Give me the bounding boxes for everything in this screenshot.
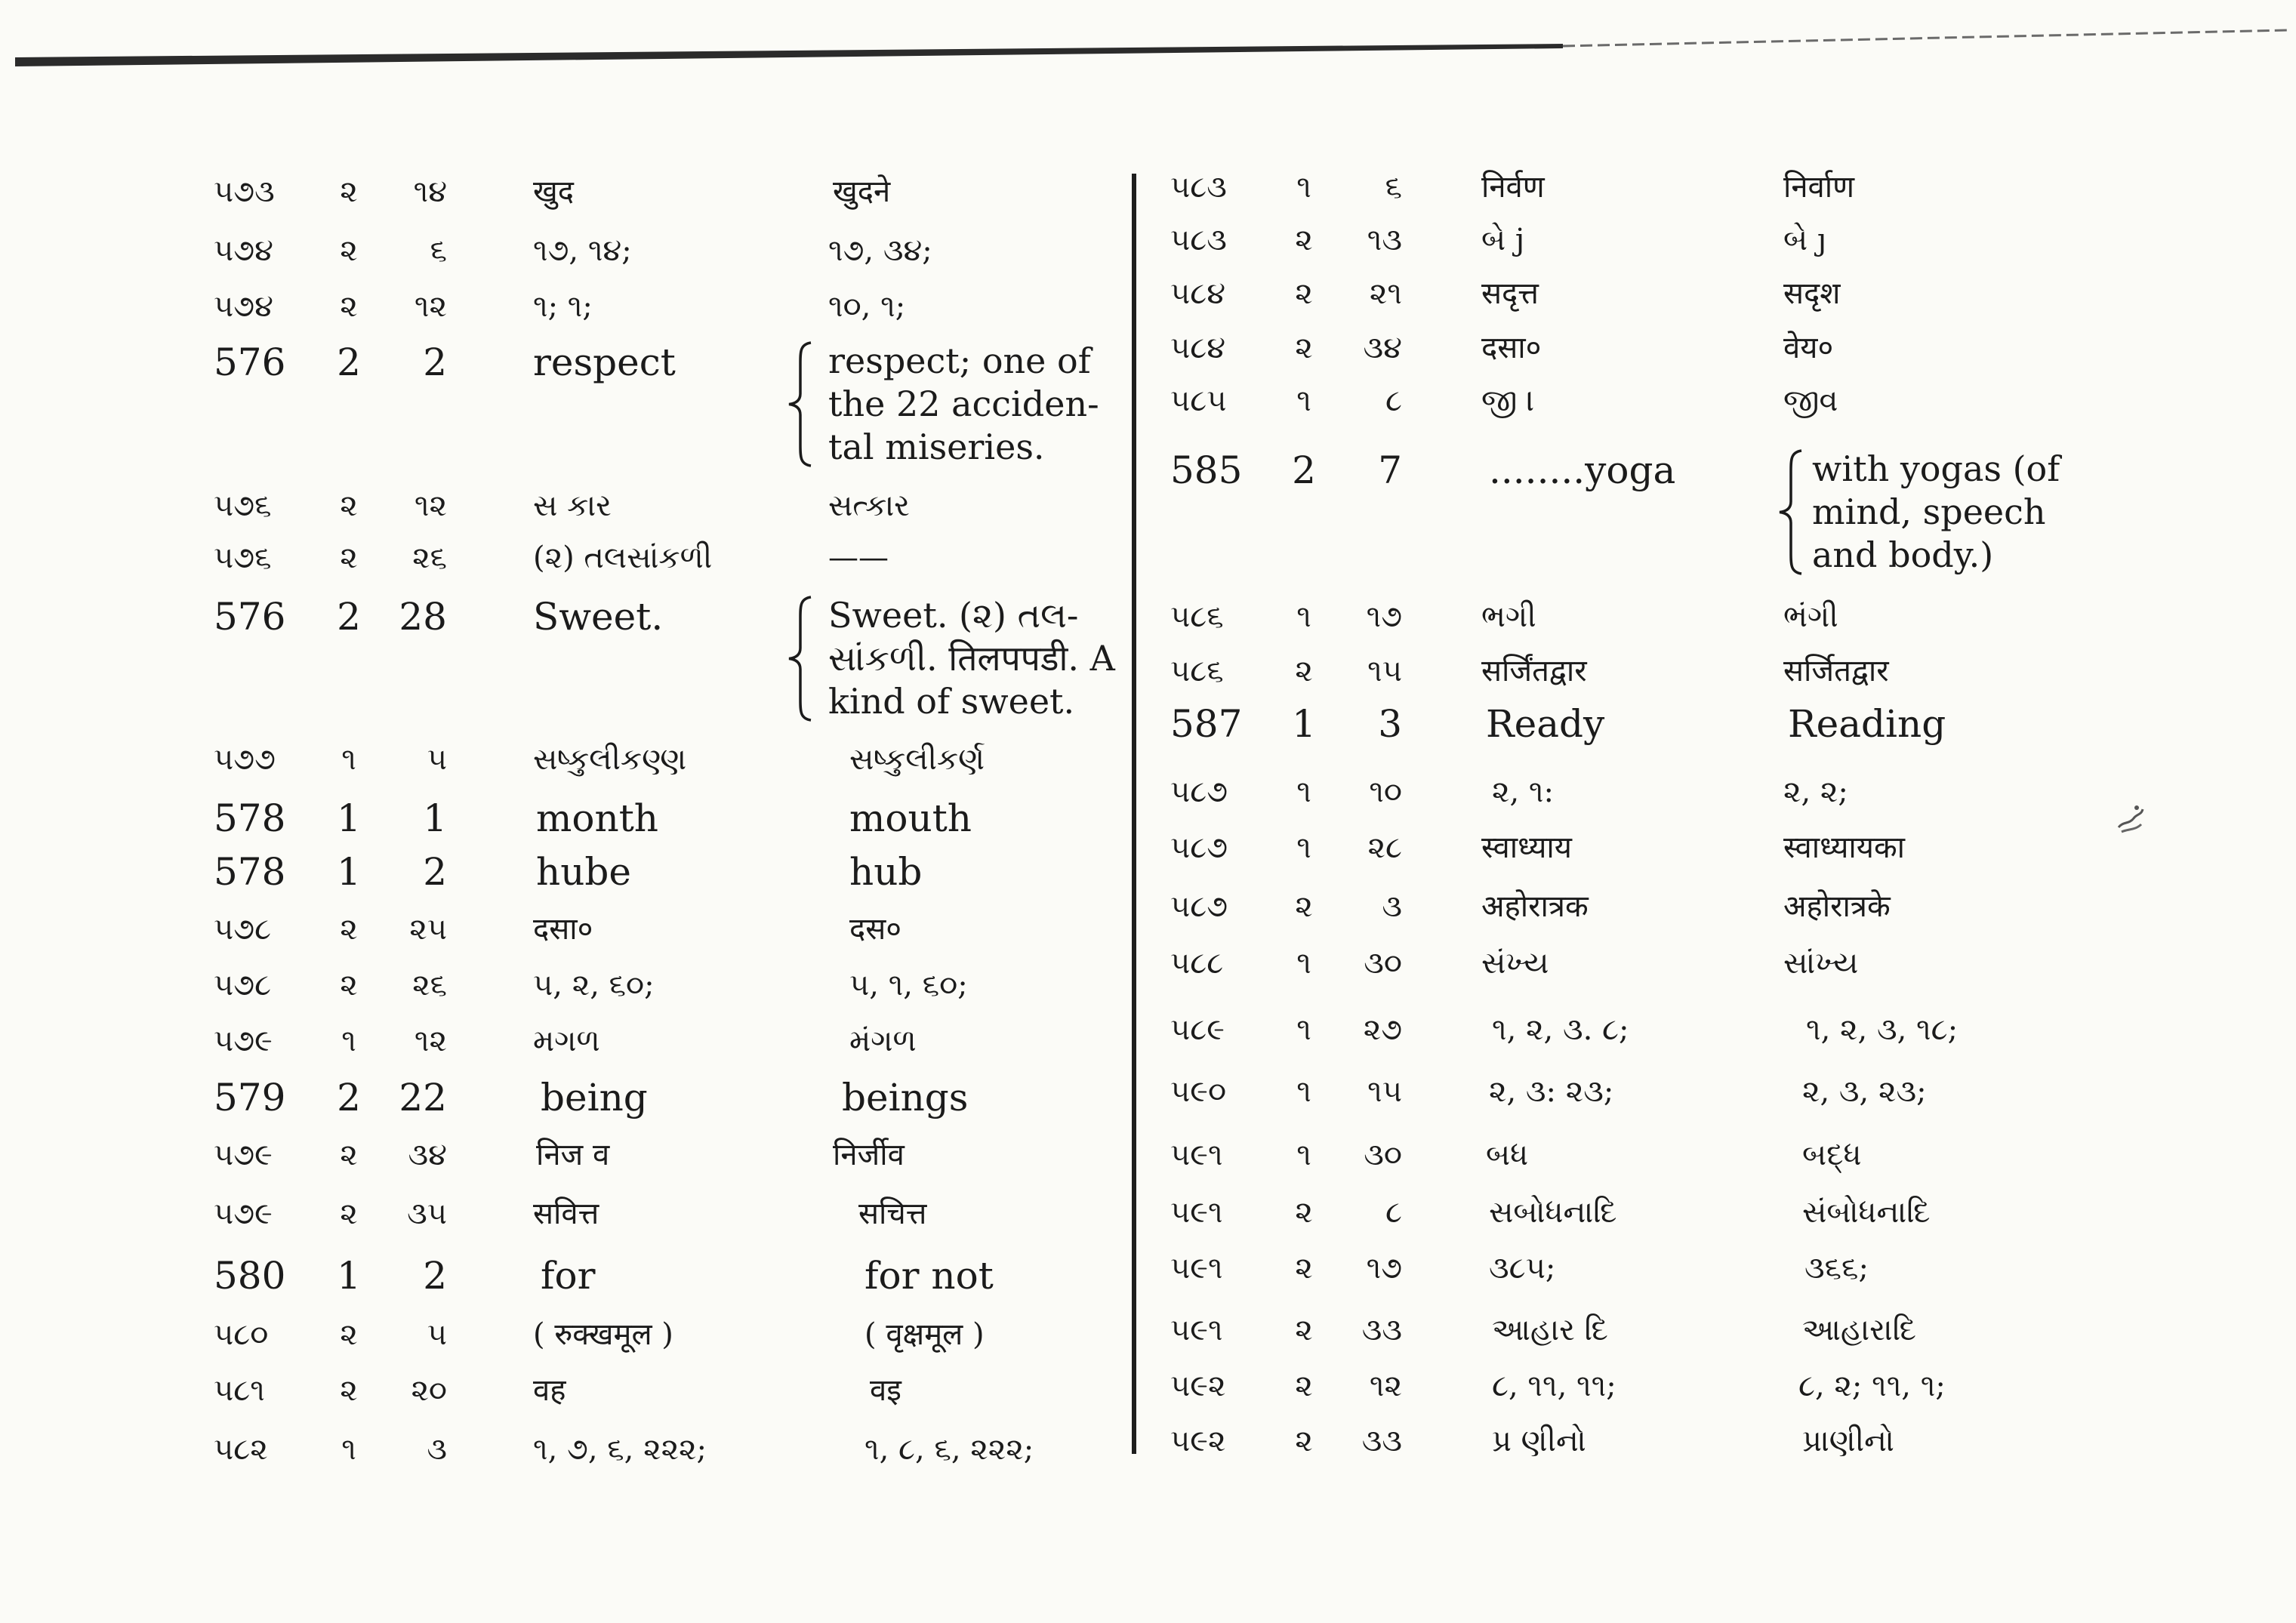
column-number: ૨ [1295,223,1313,257]
column-number: ૧ [1296,1012,1311,1047]
correct-text: ૧૦, ૧; [828,289,906,324]
correct-text: ૧, ૨, ૩, ૧૮; [1806,1012,1959,1047]
incorrect-text: सवित्त [533,1196,599,1231]
page-number: ૫૮૩ [1170,223,1227,257]
column-number: 1 [337,796,361,840]
line-number: ૫ [427,742,447,777]
page-number: ૫૮૨ [214,1432,268,1467]
line-number: ૩૫ [407,1196,447,1231]
column-number: ૧ [1296,946,1311,981]
column-number: 2 [337,340,361,384]
column-number: ૧ [1296,383,1311,418]
column-number: ૨ [340,912,358,947]
column-number: ૧ [1296,170,1311,205]
line-number: ૧૩ [1367,223,1402,257]
column-number: ૨ [340,1138,358,1172]
page-number: ૫૭૬ [214,540,272,575]
page-number: 580 [214,1254,286,1298]
page-number: 578 [214,796,286,840]
correct-text: निर्वाण [1783,170,1855,205]
page-number: ૫૭૮ [214,912,272,947]
line-number: ૩૩ [1361,1313,1402,1347]
errata-row [0,340,1132,467]
line-number: ૮ [1385,1195,1402,1230]
incorrect-text: खुद [533,174,574,209]
errata-row [1136,701,2296,747]
line-number: ૧૫ [1367,654,1402,688]
line-number: 22 [399,1076,447,1119]
correct-text: सदृश [1783,276,1841,311]
incorrect-text: for [541,1254,596,1298]
column-number: ૨ [340,1373,358,1408]
page-number: 587 [1170,702,1243,746]
line-number: ૨૦ [411,1373,447,1408]
incorrect-text: दसा० [1481,331,1542,365]
correct-text: खुदने [833,174,891,209]
column-number: ૨ [340,488,358,523]
errata-row [0,228,1132,273]
page-number: ૫૭૭ [214,742,276,777]
line-number: ૮ [1385,383,1402,418]
incorrect-text: આહાર દિ [1492,1313,1608,1347]
column-number: ૨ [1295,331,1313,365]
errata-row [1136,769,2296,815]
page-number: 585 [1170,448,1243,492]
errata-row [0,1132,1132,1178]
correct-text: ૨, ૨; [1783,775,1848,809]
column-number: ૧ [1296,830,1311,865]
line-number: ૧૨ [414,1024,447,1058]
page-number: ૫૯૧ [1170,1195,1223,1230]
column-number: ૧ [1296,599,1311,634]
page-number: ૫૭૯ [214,1196,273,1231]
line-number: ૧૭ [1366,599,1402,634]
page-number: ૫૭૪ [214,289,273,324]
incorrect-text: સ કાર [533,488,612,523]
errata-row [1136,378,2296,423]
incorrect-text: ભગી [1481,599,1536,634]
errata-column-right [1136,0,2296,1623]
errata-row [1136,1246,2296,1291]
incorrect-text: ૨, ૧: [1492,775,1554,809]
errata-row [1136,941,2296,986]
line-number: ૩૩ [1361,1424,1402,1458]
incorrect-text: ૨, ૩: ૨૩; [1489,1074,1614,1109]
line-number: 2 [423,340,447,384]
line-number: ૧૦ [1369,775,1402,809]
correct-text: ૧૭, ૩૪; [828,233,932,268]
incorrect-text: સષ્કુલીકણ્ણ [533,742,687,777]
incorrect-text: ૧, ૨, ૩. ૮; [1492,1012,1629,1047]
errata-row [1136,1007,2296,1052]
errata-row [1136,217,2296,263]
correct-text: वइ [870,1373,901,1408]
errata-row [0,962,1132,1008]
errata-row [1136,884,2296,929]
column-number: ૨ [1295,1369,1313,1403]
errata-row [1136,648,2296,694]
correct-text: for not [864,1254,994,1298]
incorrect-text: सर्जिंतद्वार [1481,654,1587,688]
page-number: ૫૭૪ [214,233,273,268]
incorrect-text: being [541,1076,648,1119]
page-number: ૫૮૭ [1170,830,1228,865]
correct-text: mouth [849,796,972,840]
page-number: ૫૯૦ [1170,1074,1227,1109]
correct-text: પ્રાણીનો [1802,1424,1894,1458]
incorrect-text: ( रुक्खमूल ) [533,1317,673,1352]
column-number: ૨ [340,289,358,324]
errata-row [0,737,1132,782]
incorrect-text: ૧, ૭, ૬, ૨૨૨; [533,1432,707,1467]
line-number: ૩ [427,1432,447,1467]
errata-row [1136,271,2296,316]
correct-text-lines [1812,448,2060,577]
incorrect-text: Ready [1486,702,1605,746]
correct-text: निर्जीव [833,1138,905,1172]
brace-icon [785,341,815,467]
column-number: ૧ [1296,775,1311,809]
correct-text: સષ્કુલીકર્ણ [849,742,985,777]
page-number: ૫૮૮ [1170,946,1224,981]
correct-text: ભંગી [1783,599,1838,634]
column-number: ૨ [1295,276,1313,311]
incorrect-text: ૮, ૧૧, ૧૧; [1492,1369,1616,1403]
line-number: ૨૬ [412,968,447,1002]
brace-icon [785,596,815,722]
correct-text: સત્કાર [828,488,910,523]
errata-row [1136,1190,2296,1235]
correct-text: જીવ [1783,383,1838,418]
errata-row [1136,594,2296,639]
line-number: ૫ [427,1317,447,1352]
line-number: ૩૪ [408,1138,447,1172]
correct-text: ૧, ૮, ૬, ૨૨૨; [864,1432,1034,1467]
line-number: ૩ [1382,889,1402,924]
page-number: ૫૮૯ [1170,1012,1225,1047]
line-number: ૧૭ [1366,1251,1402,1286]
errata-row [1136,165,2296,210]
correct-text: —— [828,540,889,575]
errata-row [0,1253,1132,1298]
correct-text: આહારાદિ [1802,1313,1916,1347]
page-number: 579 [214,1076,286,1119]
column-number: 1 [337,1254,361,1298]
correct-text: ( वृक्षमूल ) [864,1317,985,1352]
correct-text-line: tal miseries. [828,427,1045,467]
errata-row [0,483,1132,528]
column-number: ૧ [341,1432,356,1467]
line-number: ૧૨ [414,488,447,523]
line-number: ૨૧ [1369,276,1402,311]
errata-row [0,849,1132,895]
column-number: 2 [337,595,361,639]
line-number: 28 [399,595,447,639]
correct-text: दस० [849,912,902,947]
errata-row [1136,325,2296,371]
column-number: ૨ [1295,889,1313,924]
correct-text: अहोरात्रके [1783,889,1891,924]
correct-text: वेय० [1783,331,1834,365]
correct-text: ૫, ૧, ૬૦; [849,968,968,1002]
column-number: ૨ [340,174,358,209]
line-number: ૬ [430,233,447,268]
errata-row [0,1075,1132,1120]
incorrect-text: જી । [1481,383,1535,418]
errata-row [0,1427,1132,1472]
incorrect-text: સબોધનાદિ [1489,1195,1617,1230]
correct-text: hub [849,850,923,894]
column-number: ૨ [1295,1251,1313,1286]
errata-row [1136,1307,2296,1353]
line-number: ૬ [1385,170,1402,205]
page-number: ૫૮૩ [1170,170,1227,205]
errata-row [0,169,1132,214]
page-number: 576 [214,340,286,384]
incorrect-text: अहोरात्रक [1481,889,1589,924]
incorrect-text: स्वाध्याय [1481,830,1572,865]
errata-row [1136,1069,2296,1114]
correct-text: स्वाध्यायका [1783,830,1906,865]
incorrect-text: सदृत्त [1481,276,1539,311]
incorrect-text: બે j [1481,223,1525,257]
page-number: ૫૭૬ [214,488,272,523]
incorrect-text: वह [533,1373,566,1408]
errata-row [0,284,1132,329]
page-number: ૫૭૮ [214,968,272,1002]
page-number: 578 [214,850,286,894]
line-number: 7 [1378,448,1402,492]
line-number: ૧૨ [414,289,447,324]
column-number: ૧ [1296,1074,1311,1109]
correct-text: beings [842,1076,969,1119]
correct-text: બે ȷ [1783,223,1827,257]
line-number: ૧૨ [1369,1369,1402,1403]
correct-text: ૨, ૩, ૨૩; [1802,1074,1927,1109]
line-number: 3 [1378,702,1402,746]
page-number: ૫૮૭ [1170,889,1228,924]
correct-text: મંગળ [849,1024,917,1058]
line-number: ૨૬ [412,540,447,575]
errata-row [0,907,1132,952]
column-number: ૧ [341,1024,356,1058]
errata-row [0,535,1132,581]
correct-text-line: respect; one of [828,340,1091,381]
errata-row [1136,1132,2296,1178]
column-number: ૨ [1295,1313,1313,1347]
correct-text: ૩૬૬; [1804,1251,1869,1286]
incorrect-text: ........yoga [1489,448,1676,492]
correct-text-line: Sweet. (૨) તલ- [828,595,1079,636]
correct-text-line: with yogas (of [1812,448,2060,489]
incorrect-text: ૧; ૧; [533,289,593,324]
correct-text: સંબોધનાદિ [1802,1195,1931,1230]
correct-text-line: and body.) [1812,534,1994,575]
line-number: ૩૦ [1364,1138,1402,1172]
incorrect-text: ૧૭, ૧૪; [533,233,632,268]
correct-text-line: the 22 acciden- [828,383,1099,424]
page-number: ૫૯૨ [1170,1424,1226,1458]
column-number: 1 [1292,702,1316,746]
errata-row [1136,448,2296,575]
incorrect-text: ૩૮૫; [1489,1251,1556,1286]
incorrect-text: સંખ્ય [1481,946,1549,981]
column-number: 1 [337,850,361,894]
incorrect-text: निज व [536,1138,610,1172]
correct-text-line: સાંકળી. तिलपपडी. A [828,638,1115,679]
page-number: ૫૮૬ [1170,654,1224,688]
column-number: ૨ [340,1196,358,1231]
line-number: ૩૦ [1364,946,1402,981]
column-number: 2 [1292,448,1316,492]
column-number: ૨ [340,968,358,1002]
incorrect-text: respect [533,340,676,384]
line-number: ૩૪ [1363,331,1402,365]
page-number: ૫૭૩ [214,174,275,209]
page-number: ૫૮૪ [1170,276,1226,311]
errata-row [0,796,1132,841]
line-number: 1 [423,796,447,840]
errata-row [0,1312,1132,1357]
page-number: ૫૯૧ [1170,1313,1223,1347]
line-number: 2 [423,850,447,894]
incorrect-text: પ્ર ણીનો [1492,1424,1586,1458]
incorrect-text: ૫, ૨, ૬૦; [533,968,655,1002]
line-number: ૨૫ [409,912,447,947]
incorrect-text: month [536,796,659,840]
correct-text-line: kind of sweet. [828,681,1075,722]
line-number: ૨૭ [1363,1012,1402,1047]
correct-text: સાંખ્ય [1783,946,1859,981]
correct-text: Reading [1788,702,1946,746]
page-number: ૫૯૧ [1170,1251,1223,1286]
column-number: ૧ [1296,1138,1311,1172]
correct-text: ૮, ૨; ૧૧, ૧; [1798,1369,1946,1403]
column-number: ૨ [340,540,358,575]
column-number: ૧ [341,742,356,777]
line-number: ૧૪ [413,174,447,209]
correct-text-lines [828,340,1099,469]
errata-row [0,1368,1132,1413]
page-number: ૫૮૦ [214,1317,269,1352]
errata-row [0,594,1132,722]
errata-row [1136,1363,2296,1409]
column-number: ૨ [1295,1424,1313,1458]
correct-text-line: mind, speech [1812,491,2046,532]
incorrect-text: Sweet. [533,595,664,639]
page-number: ૫૯૨ [1170,1369,1226,1403]
brace-icon [1776,449,1806,575]
column-number: ૨ [1295,654,1313,688]
column-number: ૨ [1295,1195,1313,1230]
correct-text: બદ્ધ [1802,1138,1862,1172]
column-number: ૨ [340,1317,358,1352]
incorrect-text: दसा० [533,912,593,947]
page-number: ૫૮૧ [214,1373,265,1408]
page-number: ૫૯૧ [1170,1138,1223,1172]
page-number: ૫૭૯ [214,1138,273,1172]
page-number: ૫૮૫ [1170,383,1227,418]
errata-row [1136,825,2296,870]
correct-text: सर्जितद्वार [1783,654,1889,688]
line-number: 2 [423,1254,447,1298]
errata-row [1136,1418,2296,1464]
incorrect-text: મગળ [533,1024,600,1058]
correct-text-lines [828,594,1115,723]
incorrect-text: निर्वण [1481,170,1545,205]
page-number: 576 [214,595,286,639]
incorrect-text: બધ [1486,1138,1529,1172]
page-number: ૫૭૯ [214,1024,273,1058]
incorrect-text: (૨) તલસાંકળી [533,540,713,575]
column-number: 2 [337,1076,361,1119]
errata-row [0,1018,1132,1064]
page-number: ૫૮૬ [1170,599,1224,634]
incorrect-text: hube [536,850,632,894]
page-number: ૫૮૭ [1170,775,1228,809]
column-number: ૨ [340,233,358,268]
errata-column-left [0,0,1132,1623]
page-number: ૫૮૪ [1170,331,1226,365]
line-number: ૨૮ [1367,830,1402,865]
line-number: ૧૫ [1367,1074,1402,1109]
correct-text: सचित्त [858,1196,927,1231]
errata-row [0,1191,1132,1236]
